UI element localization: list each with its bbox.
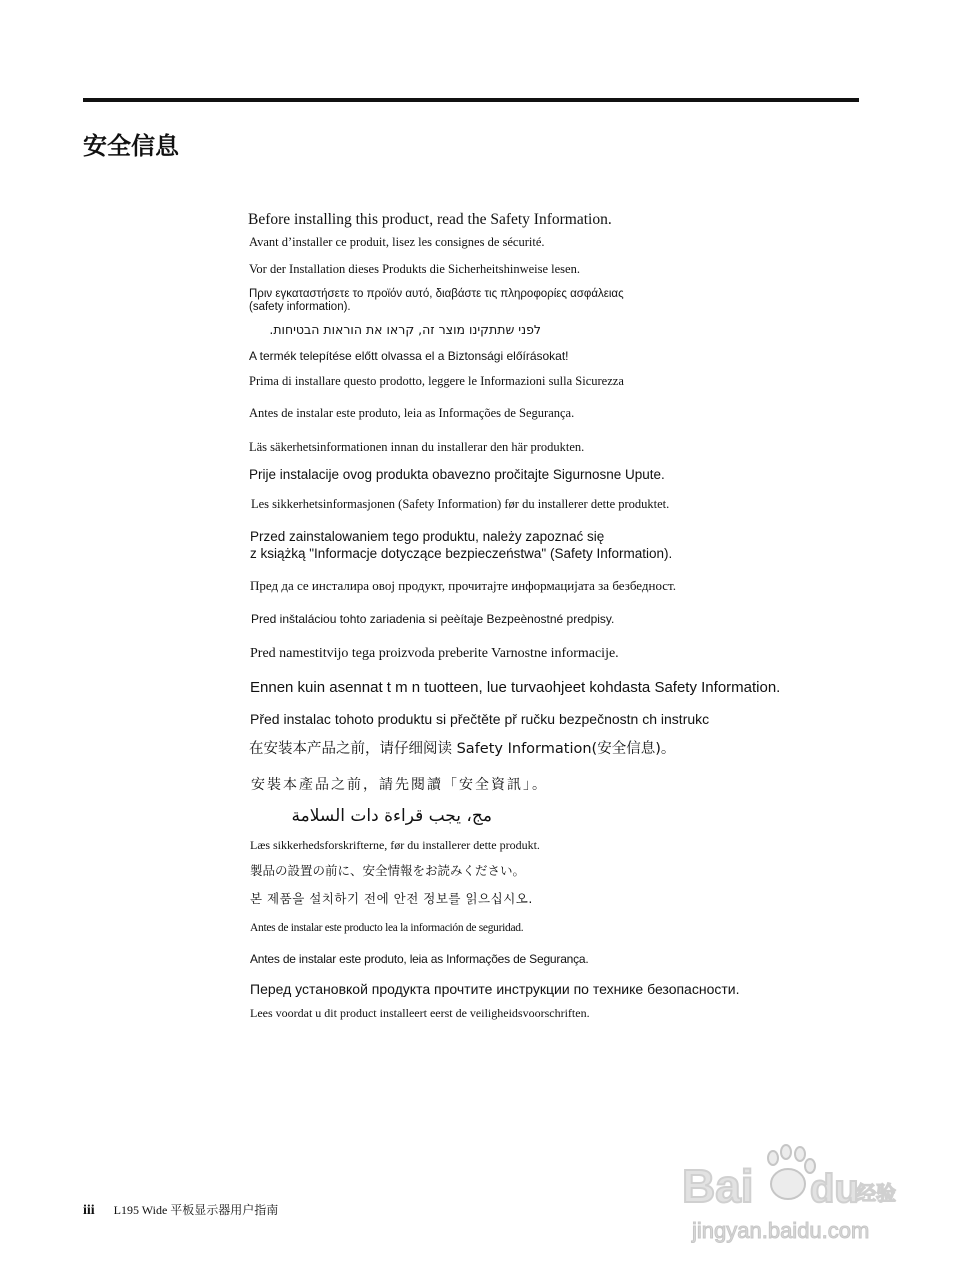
notice-norwegian: Les sikkerhetsinformasjonen (Safety Information) før du installerer dette produktet. (251, 497, 670, 511)
notice-dutch: Lees voordat u dit product installeert eerst de veiligheidsvoorschriften. (250, 1006, 590, 1020)
notice-polish-line1: Przed zainstalowaniem tego produktu, należy zapoznać się (250, 529, 605, 544)
notice-russian: Перед установкой продукта прочтите инструкции по технике безопасности. (250, 981, 740, 997)
notice-english: Before installing this product, read the Safety Information. (248, 211, 612, 228)
notice-finnish: Ennen kuin asennat t m n tuotteen, lue turvaohjeet kohdasta Safety Information. (250, 679, 781, 696)
notice-german: Vor der Installation dieses Produkts die Sicherheitshinweise lesen. (249, 262, 580, 276)
notice-danish: Læs sikkerhedsforskrifterne, før du installerer dette produkt. (250, 838, 540, 852)
notice-simplified-chinese: 在安装本产品之前，请仔细阅读 Safety Information(安全信息)。 (249, 741, 676, 757)
notice-czech: Před instalac tohoto produktu si přečtěte př ručku bezpečnostn ch instrukc (250, 711, 710, 727)
svg-text:经验: 经验 (856, 1181, 896, 1205)
svg-text:du: du (810, 1167, 859, 1211)
notice-korean: 본 제품을 설치하기 전에 안전 정보를 읽으십시오. (250, 891, 533, 906)
notice-french: Avant d’installer ce produit, lisez les consignes de sécurité. (249, 235, 545, 249)
notice-hebrew: לפני שתתקינו מוצר זה, קראו את הוראות הבטיחות. (269, 322, 541, 337)
notice-greek-line2: (safety information). (249, 301, 351, 313)
page-number: iii (83, 1203, 95, 1218)
page-footer (83, 1201, 278, 1219)
notice-traditional-chinese: 安裝本產品之前，請先閱讀「安全資訊」。 (251, 777, 548, 793)
paw-icon (768, 1145, 815, 1199)
notice-swedish: Läs säkerhetsinformationen innan du installerar den här produkten. (249, 440, 585, 454)
notice-hungarian: A termék telepítése előtt olvassa el a Biztonsági előírásokat! (249, 349, 569, 363)
page-title: 安全信息 (83, 132, 179, 160)
notice-slovenian: Pred namestitvijo tega proizvoda preberite Varnostne informacije. (250, 646, 619, 661)
notice-greek-line1: Πριν εγκαταστήσετε το προϊόν αυτό, διαβάστε τις πληροφορίες ασφάλειας (249, 288, 624, 300)
notice-italian: Prima di installare questo prodotto, leggere le Informazioni sulla Sicurezza (249, 374, 624, 388)
notice-slovak: Pred inštaláciou tohto zariadenia si peèítaje Bezpeènostné predpisy. (251, 612, 615, 626)
notice-croatian: Prije instalacije ovog produkta obavezno pročitajte Sigurnosne Upute. (249, 467, 665, 482)
notice-portuguese-brazil: Antes de instalar este produto, leia as Informações de Segurança. (249, 406, 575, 420)
baidu-watermark (676, 1140, 906, 1250)
notice-polish-line2: z książką "Informacje dotyczące bezpieczeństwa" (Safety Information). (250, 546, 673, 561)
watermark-brand: Bai (682, 1160, 754, 1212)
document-title: L195 Wide 平板显示器用户指南 (113, 1203, 279, 1217)
watermark-url: jingyan.baidu.com (692, 1218, 870, 1243)
notice-spanish: Antes de instalar este producto lea la información de seguridad. (250, 922, 524, 934)
notice-arabic: مج، يجب قراءة دات السلامة (291, 806, 492, 826)
notice-japanese: 製品の設置の前に、安全情報をお読みください。 (250, 863, 526, 878)
notice-portuguese: Antes de instalar este produto, leia as Informações de Segurança. (250, 952, 589, 966)
notice-macedonian: Пред да се инсталира овој продукт, прочитајте информацијата за безбедност. (250, 578, 676, 593)
